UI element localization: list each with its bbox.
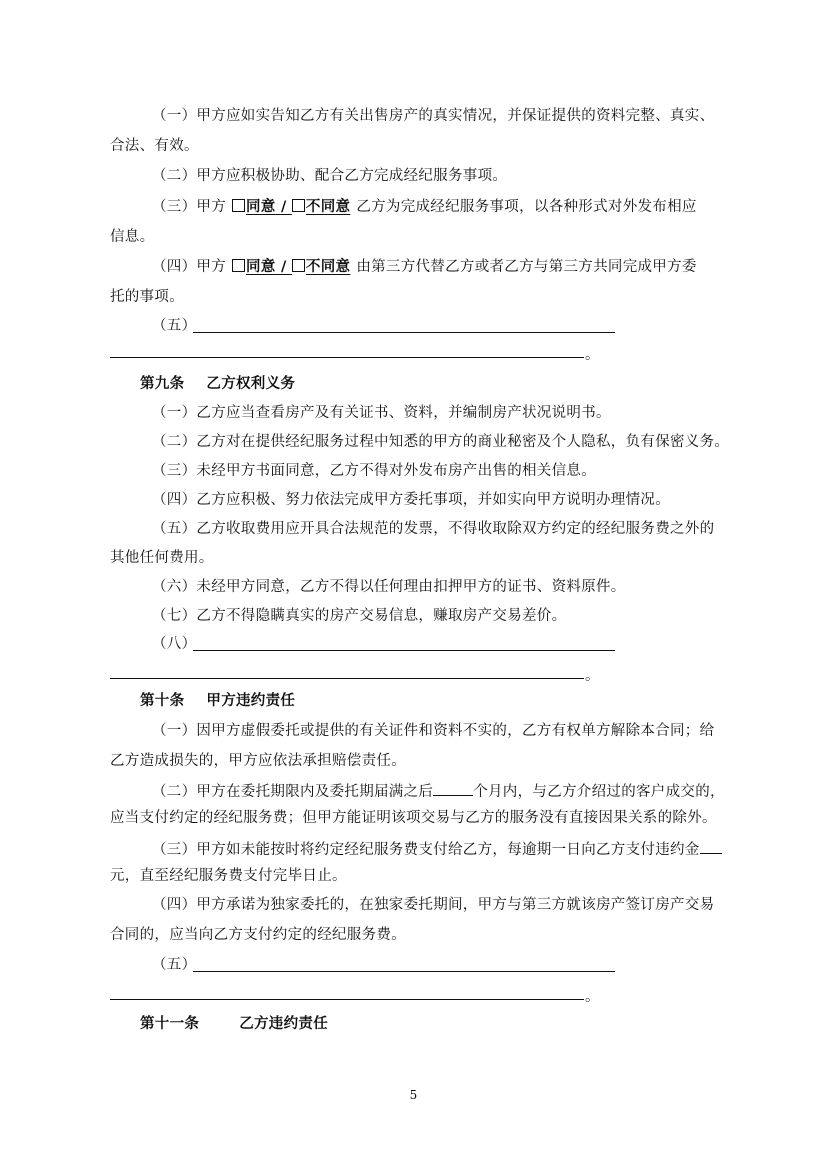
a9-item8-blank-line2[interactable] <box>110 678 584 679</box>
a10-item5-label: （五） <box>152 957 197 973</box>
a9-item2: （二）乙方对在提供经纪服务过程中知悉的甲方的商业秘密及个人隐私，负有保密义务。 <box>152 434 730 450</box>
a8-item3-line1 <box>152 197 697 217</box>
a8-item5-label: （五） <box>152 318 197 334</box>
a8-item4-suffix: 由第三方代替乙方或者乙方与第三方共同完成甲方委 <box>356 259 697 275</box>
a10-item2-line1 <box>152 779 725 802</box>
a8-item1-line1: （一）甲方应如实告知乙方有关出售房产的真实情况，并保证提供的资料完整、真实、 <box>152 108 715 124</box>
a9-item7: （七）乙方不得隐瞒真实的房产交易信息，赚取房产交易差价。 <box>152 608 567 624</box>
article9-number: 第九条 <box>140 376 185 392</box>
a8-item4-choice <box>226 259 356 275</box>
a8-item4-prefix: （四）甲方 <box>152 259 226 275</box>
checkbox-agree[interactable] <box>232 199 245 212</box>
a8-item1-line2: 合法、有效。 <box>110 138 199 154</box>
checkbox-disagree[interactable] <box>292 259 305 272</box>
checkbox-disagree[interactable] <box>292 199 305 212</box>
a10-item5-blank-line1[interactable] <box>193 971 615 972</box>
a10-item2-line2: 应当支付约定的经纪服务费；但甲方能证明该项交易与乙方的服务没有直接因果关系的除外。 <box>110 810 717 826</box>
article11-heading <box>140 1014 328 1034</box>
choice-separator: / <box>275 259 292 275</box>
article9-title: 乙方权利义务 <box>206 376 296 392</box>
a10-item4-line2: 合同的，应当向乙方支付约定的经纪服务费。 <box>110 927 406 943</box>
a9-item3: （三）未经甲方书面同意，乙方不得对外发布房产出售的相关信息。 <box>152 463 596 479</box>
choice-separator: / <box>275 199 292 215</box>
a9-item4: （四）乙方应积极、努力依法完成甲方委托事项，并如实向甲方说明办理情况。 <box>152 492 670 508</box>
page-number: 5 <box>409 1088 418 1102</box>
a8-item5-blank-line1[interactable] <box>193 332 615 333</box>
a10-item1-line2: 乙方造成损失的，甲方应依法承担赔偿责任。 <box>110 753 406 769</box>
article11-number: 第十一条 <box>140 1016 200 1032</box>
a8-item4-line1 <box>152 257 697 277</box>
a9-item6: （六）未经甲方同意，乙方不得以任何理由扣押甲方的证书、资料原件。 <box>152 579 626 595</box>
agree-label: 同意 <box>246 259 276 275</box>
a10-end-mark: 。 <box>585 989 600 1005</box>
a10-item5-blank-line2[interactable] <box>110 999 584 1000</box>
a10-item3-text: （三）甲方如未能按时将约定经纪服务费支付给乙方，每逾期一日向乙方支付违约金 <box>152 842 700 858</box>
a8-end-mark: 。 <box>585 347 600 363</box>
penalty-amount-blank[interactable] <box>700 837 722 854</box>
a9-item8-blank-line1[interactable] <box>193 650 615 651</box>
article10-number: 第十条 <box>140 693 185 709</box>
a10-item3-line1 <box>152 837 722 860</box>
a10-item3-line2: 元，直至经纪服务费支付完毕日止。 <box>110 868 347 884</box>
checkbox-agree[interactable] <box>232 259 245 272</box>
a9-end-mark: 。 <box>585 668 600 684</box>
a10-item1-line1: （一）因甲方虚假委托或提供的有关证件和资料不实的，乙方有权单方解除本合同；给 <box>152 723 715 739</box>
a9-item1: （一）乙方应当查看房产及有关证书、资料，并编制房产状况说明书。 <box>152 405 611 421</box>
article10-heading <box>140 691 295 711</box>
a9-item5-line2: 其他任何费用。 <box>110 550 214 566</box>
article10-title: 甲方违约责任 <box>206 693 296 709</box>
disagree-label: 不同意 <box>305 199 351 215</box>
article9-heading <box>140 374 295 394</box>
a8-item3-choice <box>226 199 356 215</box>
a8-item3-suffix: 乙方为完成经纪服务事项，以各种形式对外发布相应 <box>356 199 697 215</box>
a9-item5-line1: （五）乙方收取费用应开具合法规范的发票，不得收取除双方约定的经纪服务费之外的 <box>152 521 715 537</box>
a8-item5-blank-line2[interactable] <box>110 357 584 358</box>
disagree-label: 不同意 <box>305 259 351 275</box>
a9-item8-label: （八） <box>152 636 197 652</box>
a10-item2-suffix: 个月内，与乙方介绍过的客户成交的， <box>473 784 725 800</box>
a10-item2-prefix: （二）甲方在委托期限内及委托期届满之后 <box>152 784 434 800</box>
a8-item2: （二）甲方应积极协助、配合乙方完成经纪服务事项。 <box>152 168 508 184</box>
a10-item4-line1: （四）甲方承诺为独家委托的，在独家委托期间，甲方与第三方就该房产签订房产交易 <box>152 897 715 913</box>
a8-item3-prefix: （三）甲方 <box>152 199 226 215</box>
article11-title: 乙方违约责任 <box>239 1016 329 1032</box>
a8-item4-line2: 托的事项。 <box>110 289 184 305</box>
months-blank[interactable] <box>433 779 473 796</box>
agree-label: 同意 <box>246 199 276 215</box>
a8-item3-line2: 信息。 <box>110 229 155 245</box>
